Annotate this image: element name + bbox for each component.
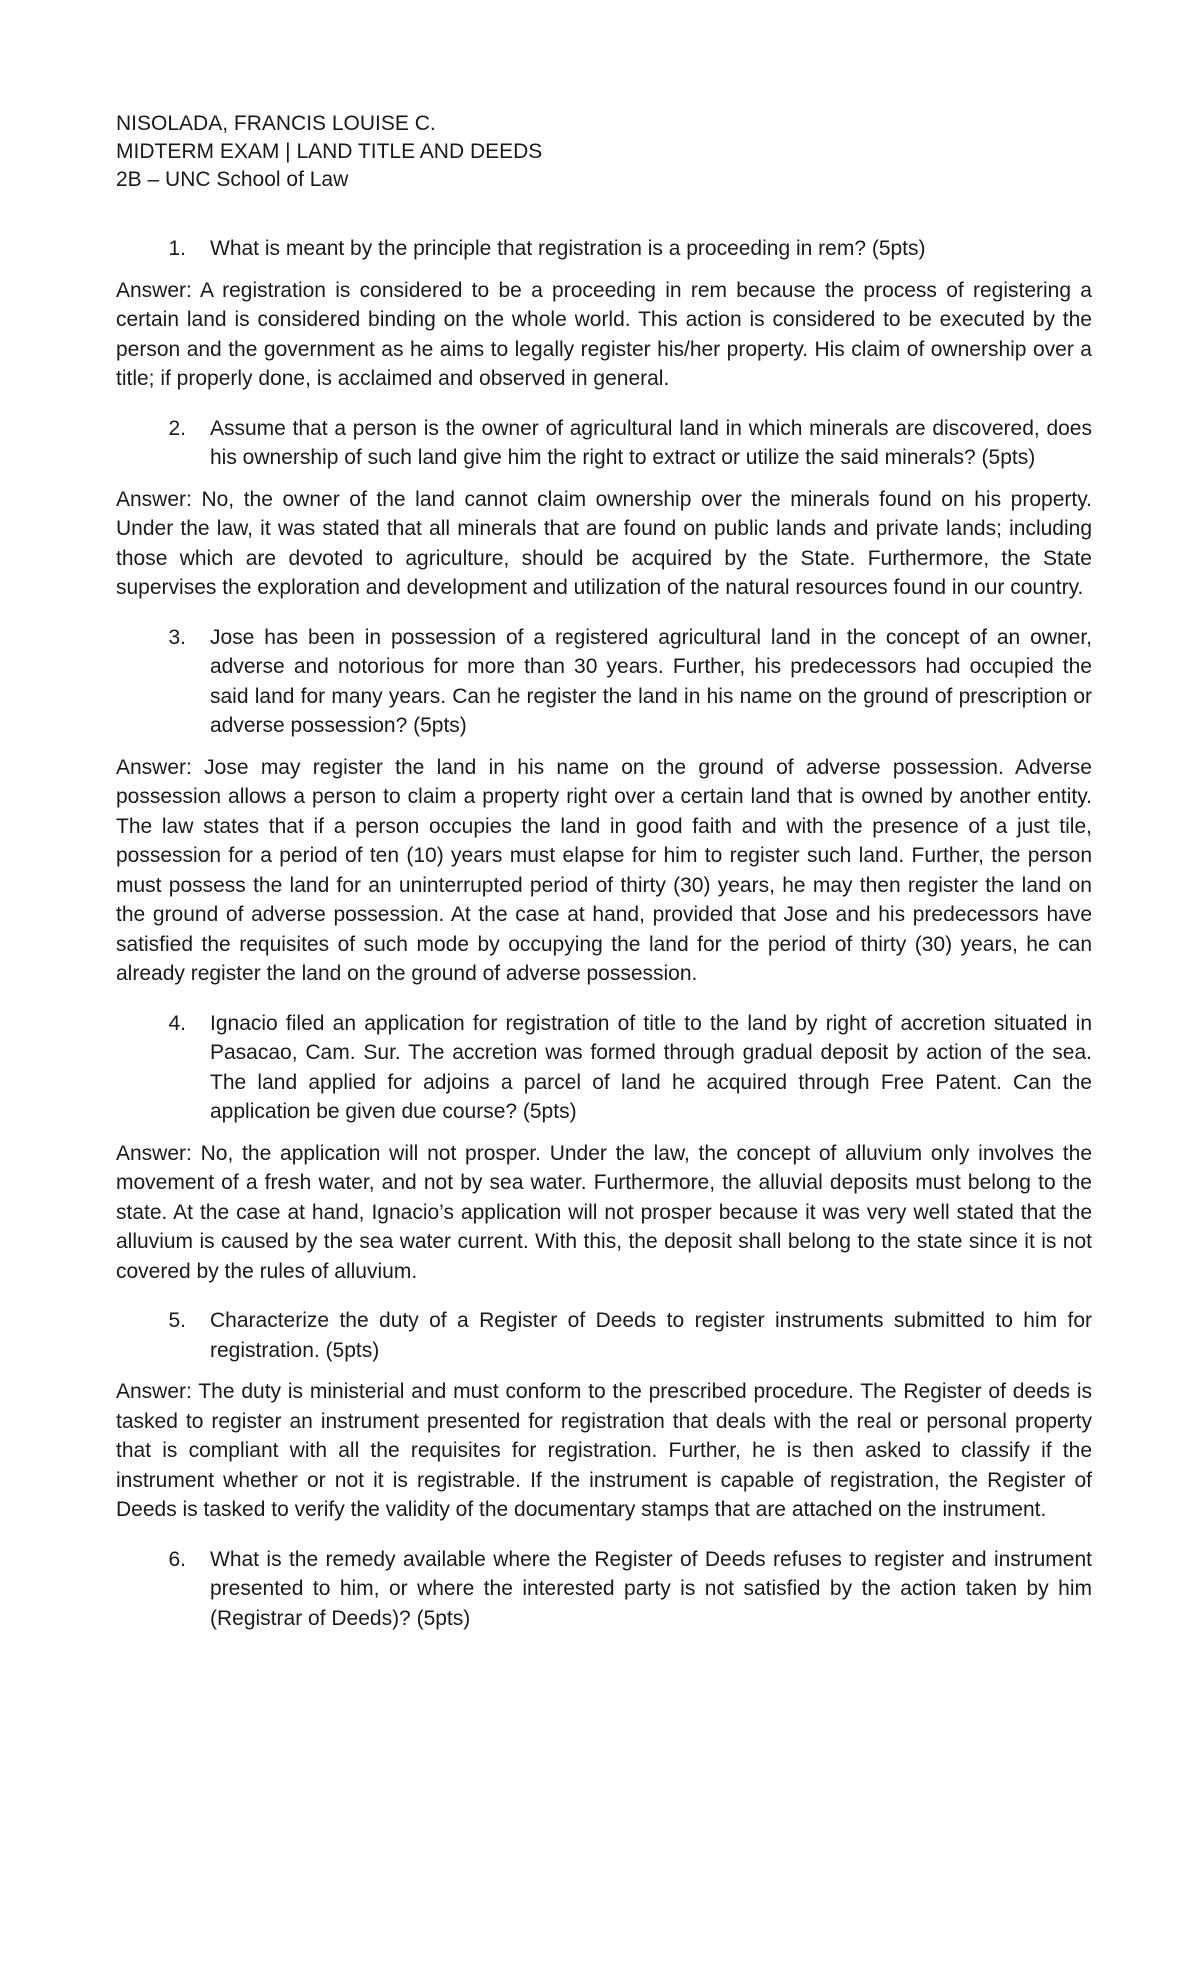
answer-5: Answer: The duty is ministerial and must conform to the prescribed procedure. The Register of deeds is tasked to register an instrument presented for registration that deals with the real or personal property that is compliant with all the requisites for registration. Further, he is then asked to classify if the instrument whether or not it is registrable. If the instrument is capable of registration, the Register of Deeds is tasked to verify the validity of the documentary stamps that are attached on the instrument. <box>116 1380 1092 1521</box>
answer-1: Answer: A registration is considered to be a proceeding in rem because the process of registering a certain land is considered binding on the whole world. This action is considered to be executed by the person and the government as he aims to legally register his/her property. His claim of ownership over a title; if properly done, is acclaimed and observed in general. <box>116 278 1092 390</box>
question-number: 1. <box>168 237 186 260</box>
question-6 <box>116 1545 1092 1634</box>
question-4 <box>116 1009 1092 1127</box>
question-text: What is the remedy available where the Register of Deeds refuses to register and instrument presented to him, or where the interested party is not satisfied by the action taken by him (Registrar of Deeds)? (5pts) <box>210 1547 1092 1630</box>
document-page <box>116 110 1092 1645</box>
student-name: NISOLADA, FRANCIS LOUISE C. <box>116 112 436 135</box>
question-number: 2. <box>168 416 186 440</box>
question-1 <box>116 234 1092 264</box>
question-text: Characterize the duty of a Register of Deeds to register instruments submitted to him for registration. (5pts) <box>210 1309 1092 1362</box>
question-number: 6. <box>168 1547 186 1571</box>
answer-2: Answer: No, the owner of the land cannot claim ownership over the minerals found on his property. Under the law, it was stated that all minerals that are found on public lands and private lands; including those which are devoted to agriculture, should be acquired by the State. Furthermore, the State supervises the exploration and development and utilization of the natural resources found in our country. <box>116 487 1092 599</box>
answer-3: Answer: Jose may register the land in his name on the ground of adverse possession. Adverse possession allows a person to claim a property right over a certain land that is owned by another entity. The law states that if a person occupies the land in good faith and with the presence of a just tile, possession for a period of ten (10) years must elapse for him to register such land. Further, the person must possess the land for an uninterrupted period of thirty (30) years, he may then register the land on the ground of adverse possession. At the case at hand, provided that Jose and his predecessors have satisfied the requisites of such mode by occupying the land for the period of thirty (30) years, he can already register the land on the ground of adverse possession. <box>116 755 1092 985</box>
class-section: 2B – UNC School of Law <box>116 168 349 191</box>
exam-title: MIDTERM EXAM | LAND TITLE AND DEEDS <box>116 140 543 163</box>
question-text: What is meant by the principle that registration is a proceeding in rem? (5pts) <box>210 237 926 260</box>
question-number: 3. <box>168 625 186 649</box>
document-header <box>116 110 1092 194</box>
question-number: 4. <box>168 1011 186 1035</box>
question-number: 5. <box>168 1309 186 1332</box>
question-text: Ignacio filed an application for registration of title to the land by right of accretion situated in Pasacao, Cam. Sur. The accretion was formed through gradual deposit by action of the sea. The land applied for adjoins a parcel of land he acquired through Free Patent. Can the application be given due course? (5pts) <box>210 1011 1092 1123</box>
question-3 <box>116 623 1092 741</box>
question-text: Jose has been in possession of a registered agricultural land in the concept of an owner, adverse and notorious for more than 30 years. Further, his predecessors had occupied the said land for many years. Can he register the land in his name on the ground of prescription or adverse possession? (5pts) <box>210 625 1092 737</box>
question-text: Assume that a person is the owner of agricultural land in which minerals are discovered, does his ownership of such land give him the right to extract or utilize the said minerals? (5pts) <box>210 416 1092 469</box>
question-2 <box>116 414 1092 473</box>
answer-4: Answer: No, the application will not prosper. Under the law, the concept of alluvium only involves the movement of a fresh water, and not by sea water. Furthermore, the alluvial deposits must belong to the state. At the case at hand, Ignacio’s application will not prosper because it was very well stated that the alluvium is caused by the sea water current. With this, the deposit shall belong to the state since it is not covered by the rules of alluvium. <box>116 1141 1092 1283</box>
question-5 <box>116 1306 1092 1365</box>
